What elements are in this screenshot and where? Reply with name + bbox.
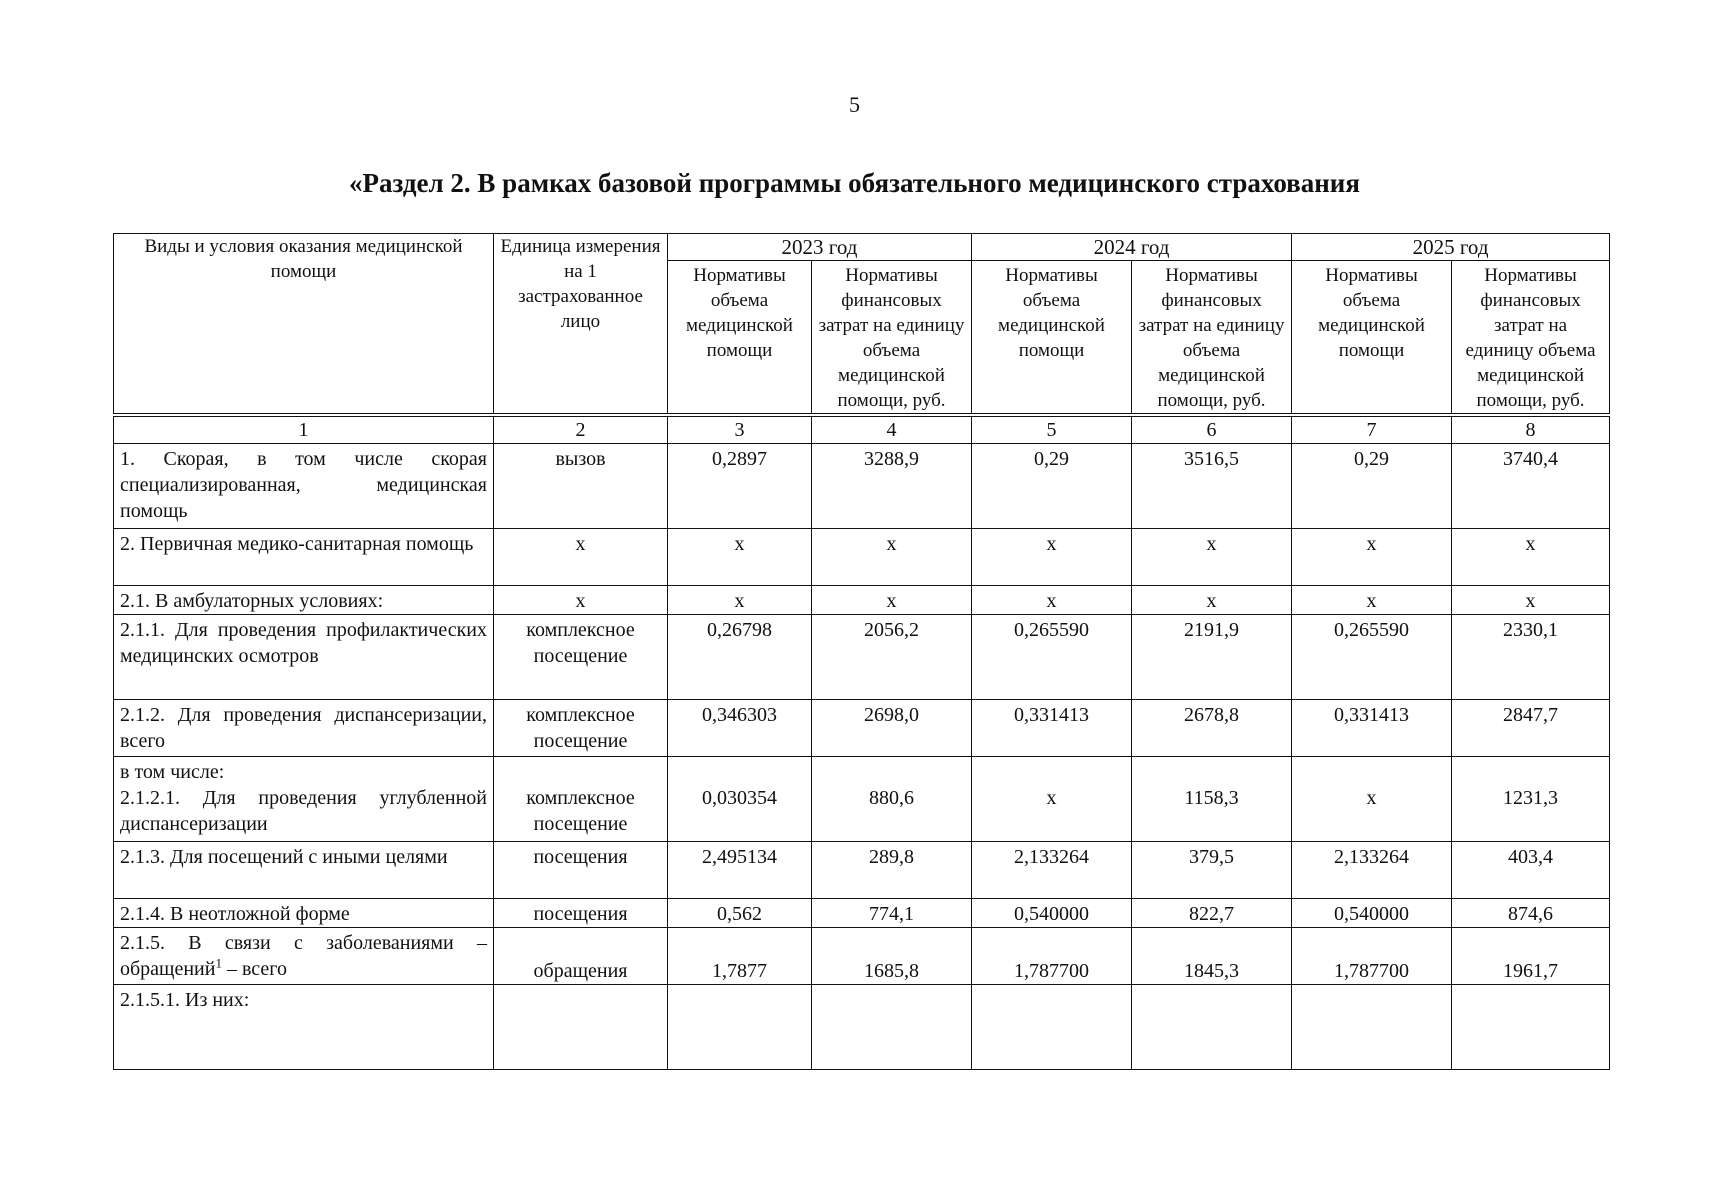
column-number: 6 [1132,415,1292,444]
header-year-2024: 2024 год [972,234,1292,261]
column-number: 8 [1452,415,1610,444]
row-label: 2.1.2.1. Для проведения углубленной диспансеризации [120,787,487,835]
row-value: х [668,586,812,615]
row-value: 0,331413 [1292,700,1452,757]
row-label-cell [114,757,494,842]
header-row-years [114,234,1610,261]
row-value: 1,787700 [1292,928,1452,985]
row-value [668,985,812,1070]
row-label: 1. Скорая, в том числе скорая специализированная, медицинская помощь [114,444,494,529]
row-value: 3288,9 [812,444,972,529]
section-title: «Раздел 2. В рамках базовой программы обязательного медицинского страхования [349,168,1360,198]
row-unit: х [494,529,668,586]
row-value: х [1292,586,1452,615]
row-value: 774,1 [812,899,972,928]
row-value: 1158,3 [1132,757,1292,842]
table-row [114,899,1610,928]
table-row [114,757,1610,842]
header-volume-norm-2024: Нормативы объема медицинской помощи [972,261,1132,416]
row-value: х [972,529,1132,586]
row-value: 0,26798 [668,615,812,700]
table-row [114,928,1610,985]
row-label-prefix: в том числе: [120,761,225,783]
column-number: 3 [668,415,812,444]
header-cost-norm-2025: Нормативы финансовых затрат на единицу объема медицинской помощи, руб. [1452,261,1610,416]
table-row [114,529,1610,586]
row-unit: обращения [494,928,668,985]
table-row [114,985,1610,1070]
row-label: 2.1.3. Для посещений с иными целями [114,842,494,899]
row-unit: посещения [494,842,668,899]
footnote-marker: 1 [215,955,222,971]
header-year-2023: 2023 год [668,234,972,261]
row-label: 2.1.4. В неотложной форме [114,899,494,928]
row-value: 1,787700 [972,928,1132,985]
row-value: х [812,586,972,615]
row-value: х [1292,757,1452,842]
row-value: 0,29 [1292,444,1452,529]
row-label: 2.1.5.1. Из них: [114,985,494,1070]
row-value: 2678,8 [1132,700,1292,757]
row-label: 2.1.2. Для проведения диспансеризации, всего [114,700,494,757]
table-row [114,586,1610,615]
row-value: 880,6 [812,757,972,842]
row-value: 2330,1 [1452,615,1610,700]
table-row [114,444,1610,529]
header-cost-norm-2023: Нормативы финансовых затрат на единицу объема медицинской помощи, руб. [812,261,972,416]
row-value: 0,540000 [1292,899,1452,928]
column-number: 4 [812,415,972,444]
row-value: х [1452,529,1610,586]
row-value: 2191,9 [1132,615,1292,700]
row-value: 1845,3 [1132,928,1292,985]
row-label: 2.1. В амбулаторных условиях: [114,586,494,615]
header-year-2025: 2025 год [1292,234,1610,261]
header-types-label: Виды и условия оказания медицинской помощи [144,236,463,282]
row-value [972,985,1132,1070]
row-unit: вызов [494,444,668,529]
row-label: 2.1.1. Для проведения профилактических медицинских осмотров [114,615,494,700]
row-value: 874,6 [1452,899,1610,928]
row-value [812,985,972,1070]
row-value: 403,4 [1452,842,1610,899]
row-value: 0,331413 [972,700,1132,757]
row-value: 1685,8 [812,928,972,985]
row-value: 0,2897 [668,444,812,529]
row-unit: посещения [494,899,668,928]
row-value: 2056,2 [812,615,972,700]
row-value: 289,8 [812,842,972,899]
row-value: х [812,529,972,586]
row-unit [494,985,668,1070]
row-unit: комплексное посещение [494,615,668,700]
row-value [1452,985,1610,1070]
row-label: 2. Первичная медико-санитарная помощь [114,529,494,586]
header-volume-norm-2025: Нормативы объема медицинской помощи [1292,261,1452,416]
header-unit-label: Единица измерения на 1 застрахованное лицо [500,236,661,332]
row-value: 3516,5 [1132,444,1292,529]
table-row [114,700,1610,757]
table-row [114,615,1610,700]
norms-table [113,233,1610,1070]
column-number-row [114,415,1610,444]
row-value: 2847,7 [1452,700,1610,757]
row-value: 1231,3 [1452,757,1610,842]
row-label: 2.1.5. В связи с заболеваниями – обращений [120,932,487,980]
row-value: 0,29 [972,444,1132,529]
header-unit-cell [494,234,668,416]
row-value: 2,495134 [668,842,812,899]
header-cost-norm-2024: Нормативы финансовых затрат на единицу объема медицинской помощи, руб. [1132,261,1292,416]
row-unit: комплексное посещение [494,757,668,842]
row-label-suffix: – всего [221,958,287,980]
column-number: 7 [1292,415,1452,444]
row-value: х [972,757,1132,842]
row-value: 2,133264 [972,842,1132,899]
row-value: х [1132,529,1292,586]
column-number: 2 [494,415,668,444]
row-value: 822,7 [1132,899,1292,928]
row-value: 0,265590 [1292,615,1452,700]
row-value: 0,265590 [972,615,1132,700]
row-value: х [1292,529,1452,586]
row-value: 1,7877 [668,928,812,985]
row-value: 0,346303 [668,700,812,757]
row-value: 2698,0 [812,700,972,757]
row-unit: х [494,586,668,615]
row-value: 0,562 [668,899,812,928]
row-value: 3740,4 [1452,444,1610,529]
header-volume-norm-2023: Нормативы объема медицинской помощи [668,261,812,416]
table-row [114,842,1610,899]
row-value: 0,540000 [972,899,1132,928]
row-value: х [972,586,1132,615]
row-value: 1961,7 [1452,928,1610,985]
row-value: 379,5 [1132,842,1292,899]
header-types-cell [114,234,494,416]
column-number: 5 [972,415,1132,444]
row-value [1292,985,1452,1070]
row-value: х [668,529,812,586]
row-value: х [1452,586,1610,615]
page-number: 5 [849,92,860,117]
row-value: х [1132,586,1292,615]
column-number: 1 [114,415,494,444]
row-value [1132,985,1292,1070]
row-value: 0,030354 [668,757,812,842]
row-unit: комплексное посещение [494,700,668,757]
row-label-cell [114,928,494,985]
row-value: 2,133264 [1292,842,1452,899]
